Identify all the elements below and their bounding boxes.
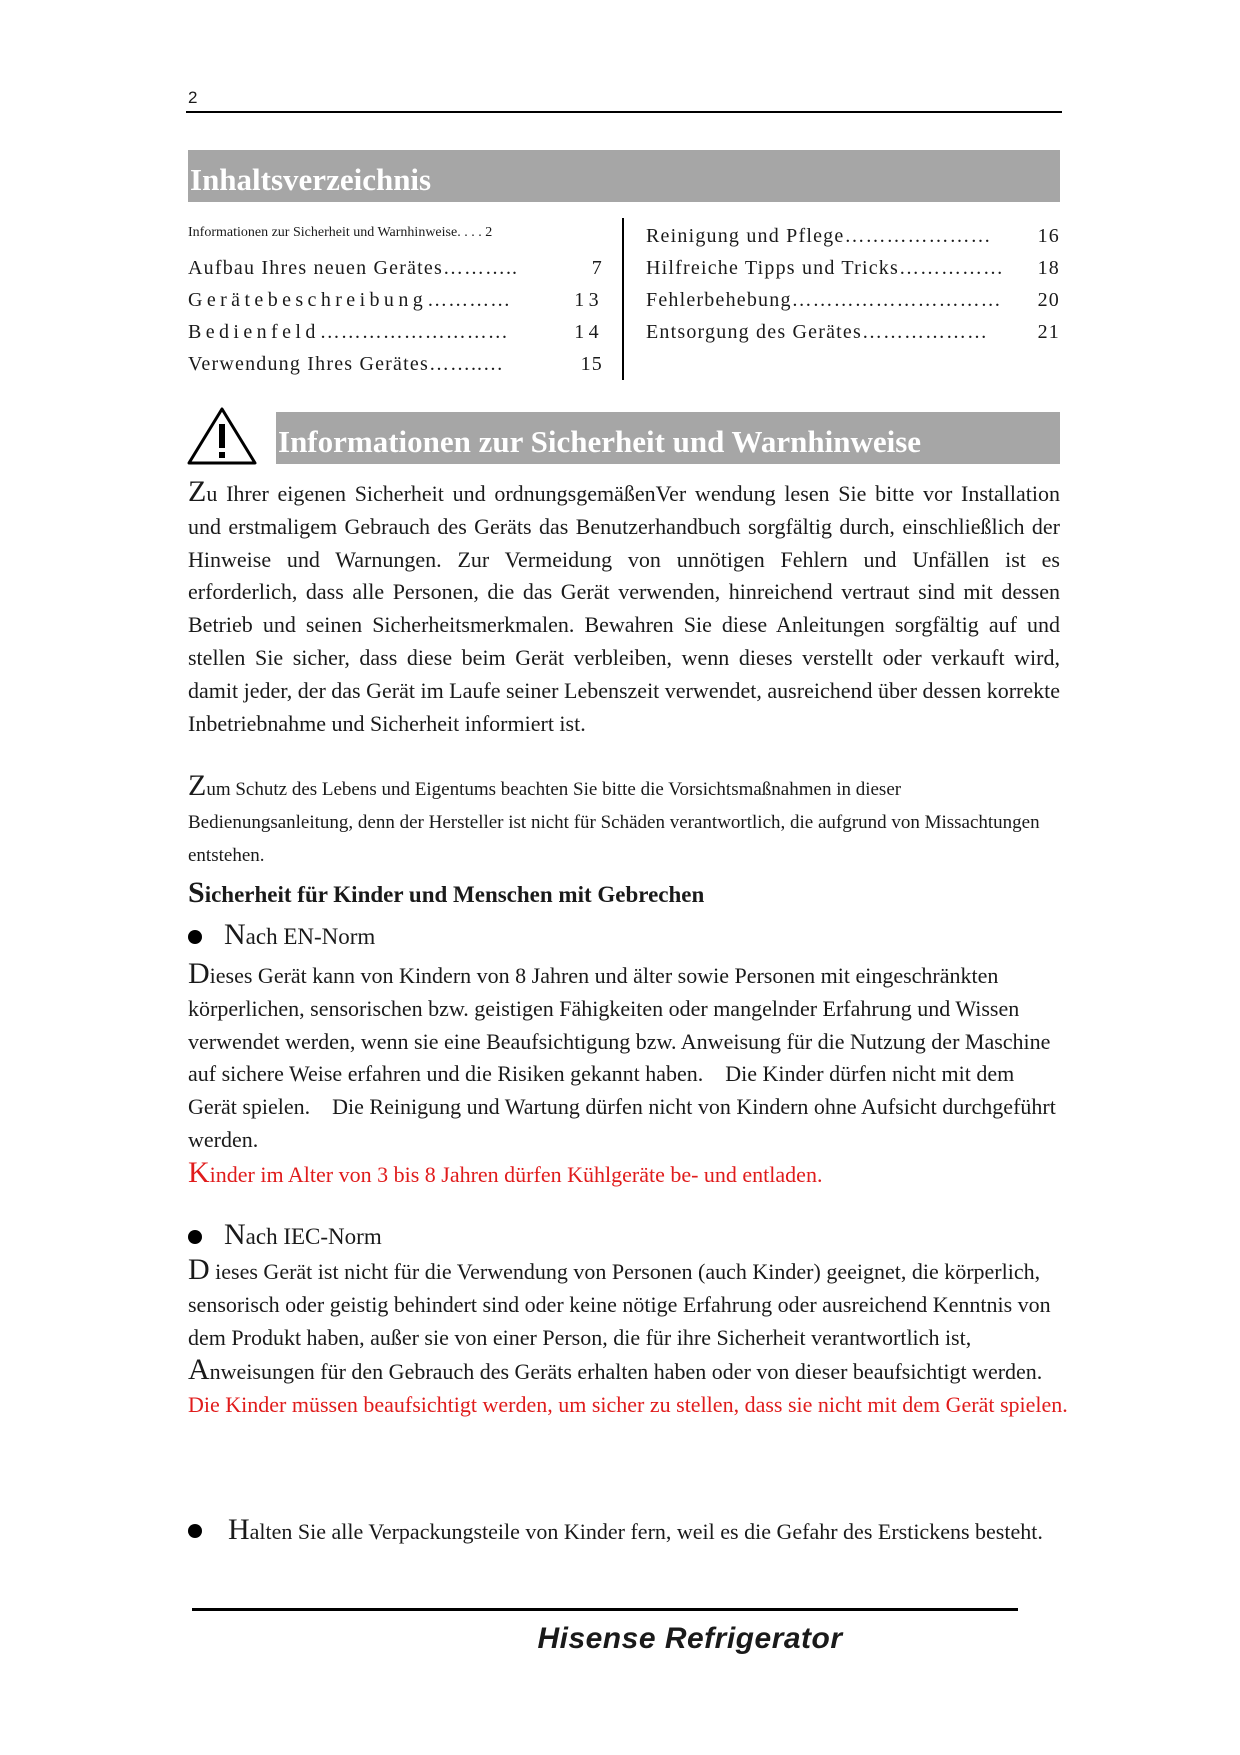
en-norm-bullet: Nach EN-Norm — [188, 918, 375, 952]
iec-norm-warning: Die Kinder müssen beaufsichtigt werden, um sicher zu stellen, dass sie nicht mit dem Gerät spielen. — [188, 1392, 1068, 1418]
intro-paragraph: Zu Ihrer eigenen Sicherheit und ordnungsgemäßenVer wendung lesen Sie bitte vor Installation und erstmaligem Gebrauch des Geräts das Benutzerhandbuch sorgfältig durch, einschließlich der Hinweise und Warnungen. Zur Vermeidung von unnötigen Fehlern und Unfällen ist es erforderlich, dass alle Personen, die das Gerät verwenden, hinreichend vertraut sind mit dessen Betrieb und seinen Sicherheitsmerkmalen. Bewahren Sie diese Anleitungen sorgfältig auf und stellen Sie sicher, dass diese beim Gerät verbleiben, wenn dieses verstellt oder verkauft wird, damit jeder, der das Gerät im Laufe seiner Lebenszeit verwendet, ausreichend über dessen korrekte Inbetriebnahme und Sicherheit informiert ist. — [188, 475, 1061, 736]
toc-left-column — [188, 220, 603, 380]
en-norm-warning: Kinder im Alter von 3 bis 8 Jahren dürfen Kühlgeräte be- und entladen. — [188, 1155, 823, 1189]
iec-norm-paragraph-2: Anweisungen für den Gebrauch des Geräts erhalten haben oder von dieser beaufsichtigt werden. — [188, 1353, 1043, 1387]
bullet-icon — [188, 930, 202, 944]
packaging-bullet: Halten Sie alle Verpackungsteile von Kinder fern, weil es die Gefahr des Erstickens besteht. — [188, 1514, 1048, 1549]
iec-norm-paragraph: D ieses Gerät ist nicht für die Verwendung von Personen (auch Kinder) geeignet, die körperlich, sensorisch oder geistig behindert sind oder keine nötige Erfahrung oder ausreichend Kenntnis von dem Produkt haben, außer sie von einer Person, die für ihre Sicherheit verantwortlich ist, Anweisungen für den Gebrauch des Geräts erhalten haben oder von dieser beaufsichtigt werden. Die Kinder müssen beaufsichtigt werden, um sicher zu stellen, dass sie nicht mit dem Gerät spielen. — [188, 1254, 1068, 1422]
toc-header — [188, 150, 1060, 202]
warning-triangle-icon — [186, 406, 258, 466]
toc-entry[interactable]: Bedienfeld ……………………… 14 — [188, 321, 603, 343]
toc-entry[interactable]: Reinigung und Pflege ………………… 16 — [646, 225, 1060, 247]
bottom-rule — [192, 1608, 1018, 1611]
toc-entry[interactable]: Entsorgung des Gerätes ……………… 21 — [646, 321, 1060, 343]
toc-divider — [622, 218, 624, 380]
toc-entry[interactable]: Verwendung Ihres Gerätes ……..… 15 — [188, 353, 603, 375]
top-rule — [186, 111, 1062, 113]
page-number: 2 — [188, 88, 198, 107]
safety-section-header — [276, 412, 1060, 464]
iec-norm-bullet: Nach IEC-Norm — [188, 1218, 382, 1252]
toc-entry[interactable]: Fehlerbehebung ………………………… 20 — [646, 289, 1060, 311]
children-heading: Sicherheit für Kinder und Menschen mit Gebrechen — [188, 876, 705, 909]
toc-entry[interactable]: Informationen zur Sicherheit und Warnhinweise. . . . 2 — [188, 225, 493, 240]
en-norm-paragraph: Dieses Gerät kann von Kindern von 8 Jahren und älter sowie Personen mit eingeschränkten körperlichen, sensorischen bzw. geistigen Fähigkeiten oder mangelnder Erfahrung und Wissen verwendet werden, wenn sie eine Beaufsichtigung bzw. Anweisung für die Nutzung der Maschine auf sichere Weise erfahren und die Risiken gekannt haben. Die Kinder dürfen nicht mit dem Gerät spielen. Die Reinigung und Wartung dürfen nicht von Kindern ohne Aufsicht durchgeführt werden. Kinder im Alter von 3 bis 8 Jahren dürfen Kühlgeräte be- und entladen. — [188, 958, 1068, 1192]
toc-title: Inhaltsverzeichnis — [190, 162, 432, 197]
toc-entry[interactable]: Aufbau Ihres neuen Gerätes ……….. 7 — [188, 257, 603, 279]
safety-title: Informationen zur Sicherheit und Warnhinweise — [278, 424, 922, 459]
toc-entry[interactable]: Hilfreiche Tipps und Tricks …………… 18 — [646, 257, 1060, 279]
bullet-icon — [188, 1524, 202, 1538]
bullet-icon — [188, 1230, 202, 1244]
footer-brand: Hisense Refrigerator — [537, 1622, 843, 1655]
protection-paragraph: Zum Schutz des Lebens und Eigentums beachten Sie bitte die Vorsichtsmaßnahmen in dieser Bedienungsanleitung, denn der Hersteller ist nicht für Schäden verantwortlich, die aufgrund von Missachtungen entstehen. — [188, 769, 1040, 866]
toc-right-column — [646, 220, 1060, 348]
toc-entry[interactable]: Gerätebeschreibung ………… 13 — [188, 289, 603, 311]
